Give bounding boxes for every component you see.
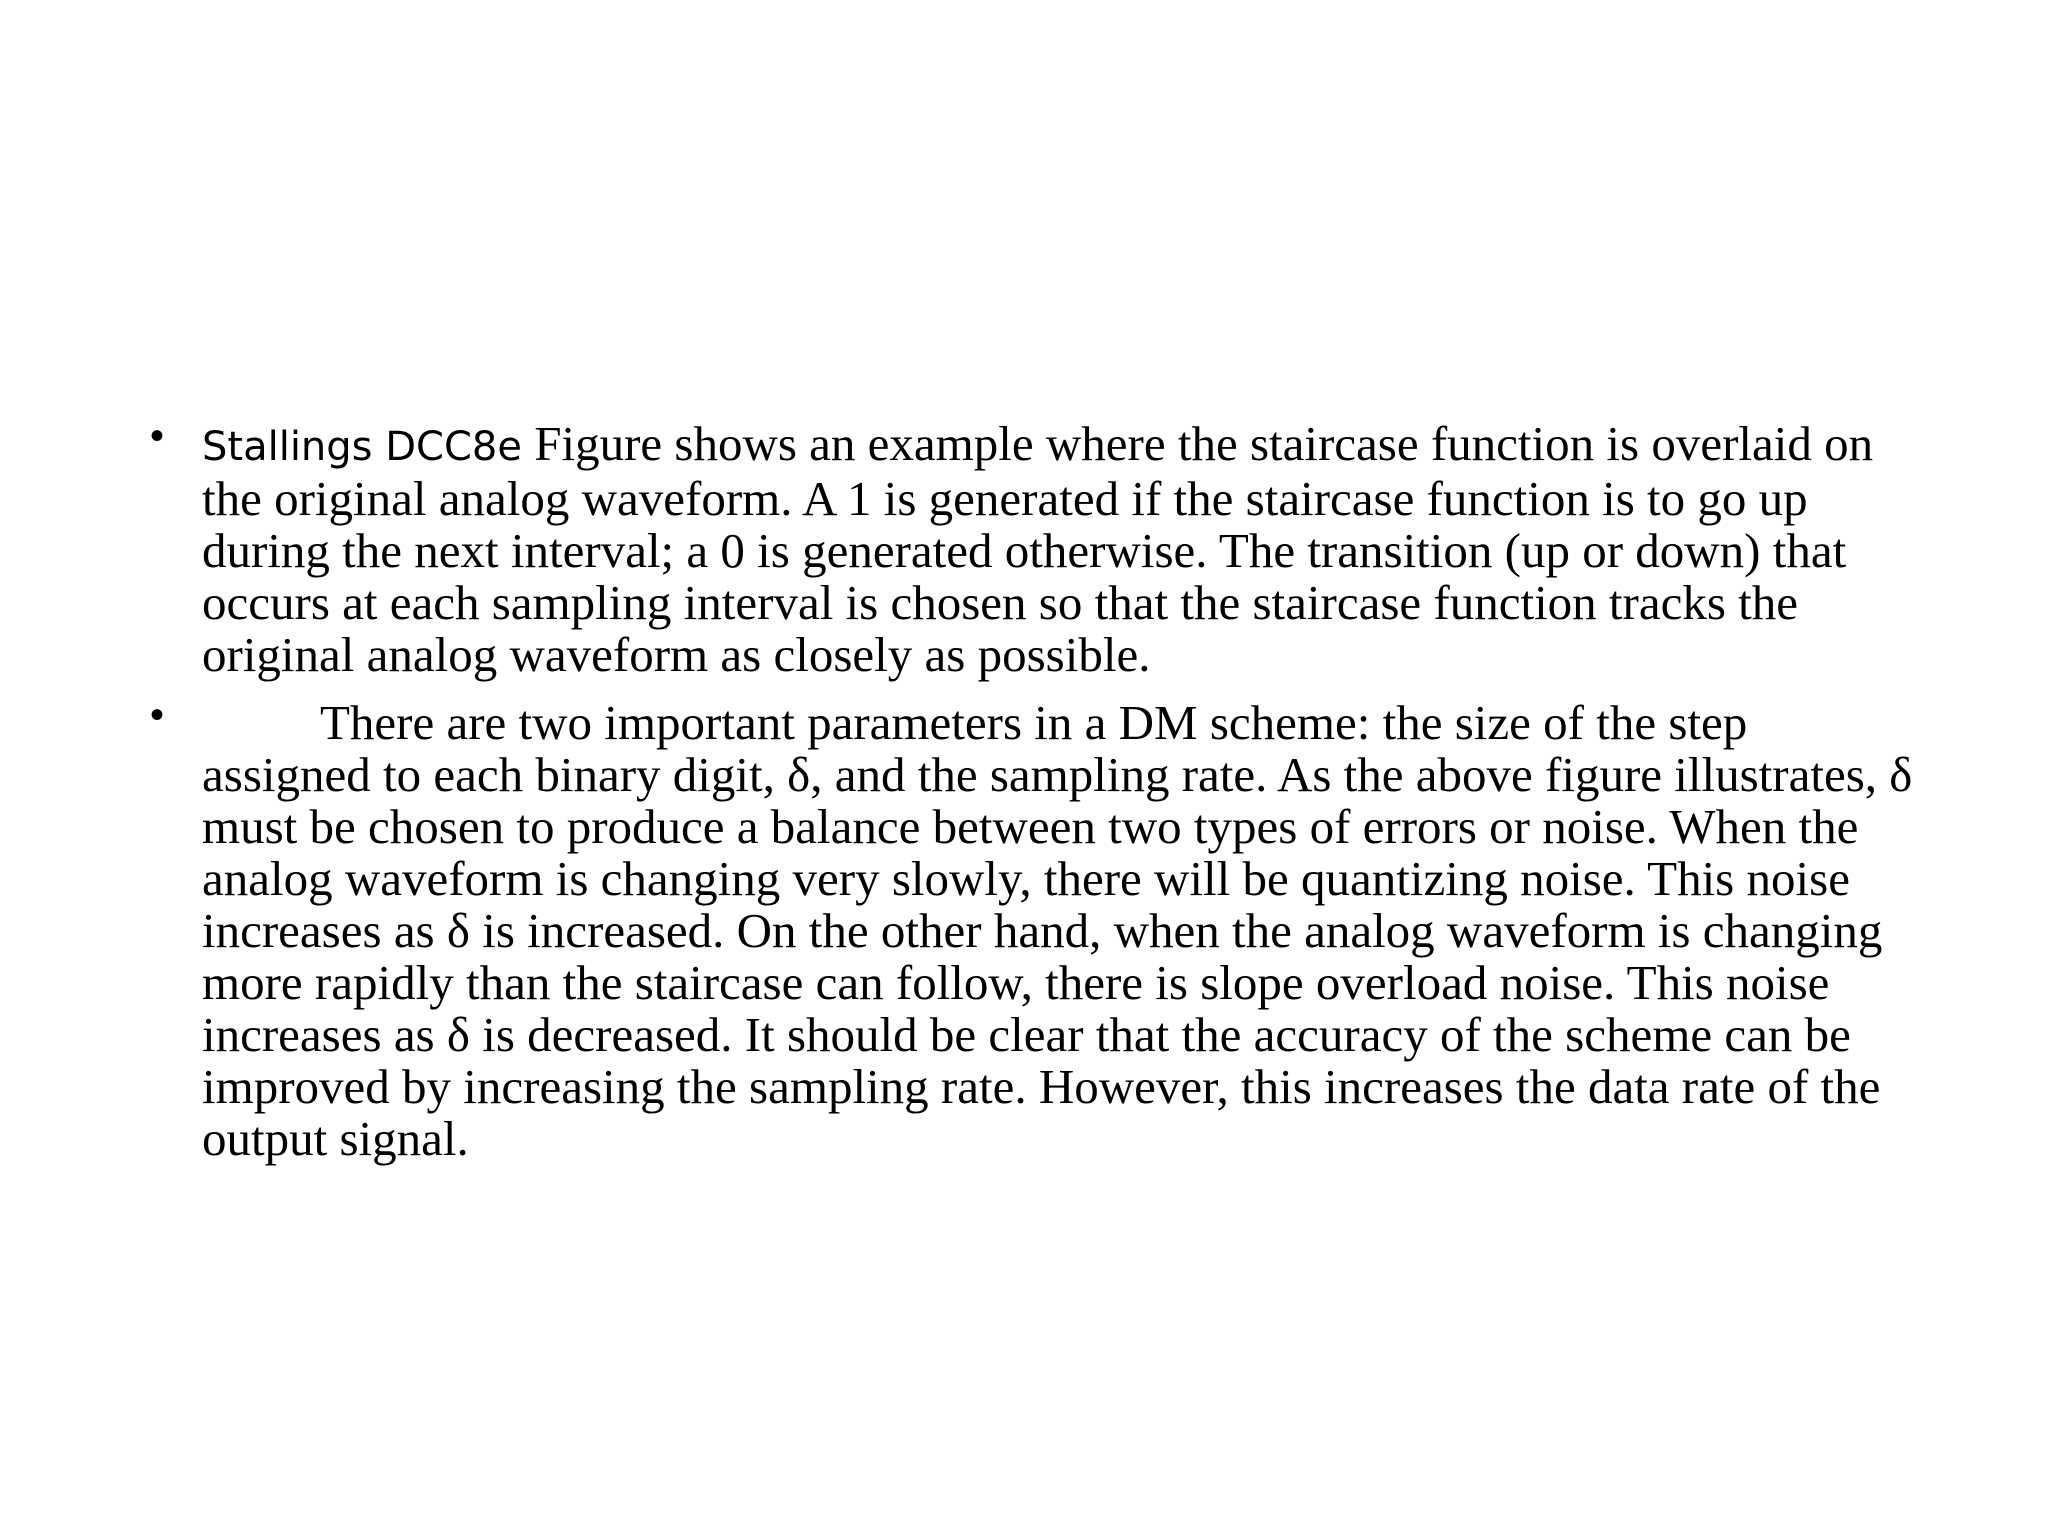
bullet-list <box>150 414 1920 1181</box>
bullet-item-2 <box>150 693 1920 1166</box>
bullet-text: Figure shows an example where the staircase function is overlaid on the original analog waveform. A 1 is generated if the staircase function is to go up during the next interval; a 0 is generated otherwise. The transition (up or down) that occurs at each sampling interval is chosen so that the staircase function tracks the original analog waveform as closely as possible. <box>202 416 1874 682</box>
bullet-item-1 <box>150 414 1920 682</box>
bullet-text: There are two important parameters in a DM scheme: the size of the step assigned to each binary digit, δ, and the sampling rate. As the above figure illustrates, δ must be chosen to produce a balance between two types of errors or noise. When the analog waveform is changing very slowly, there will be quantizing noise. This noise increases as δ is increased. On the other hand, when the analog waveform is changing more rapidly than the staircase can follow, there is slope overload noise. This noise increases as δ is decreased. It should be clear that the accuracy of the scheme can be improved by increasing the sampling rate. However, this increases the data rate of the output signal. <box>202 695 1913 1166</box>
bullet-icon: • <box>150 693 165 737</box>
source-reference: Stallings DCC8e <box>202 424 522 470</box>
bullet-icon: • <box>150 414 165 458</box>
